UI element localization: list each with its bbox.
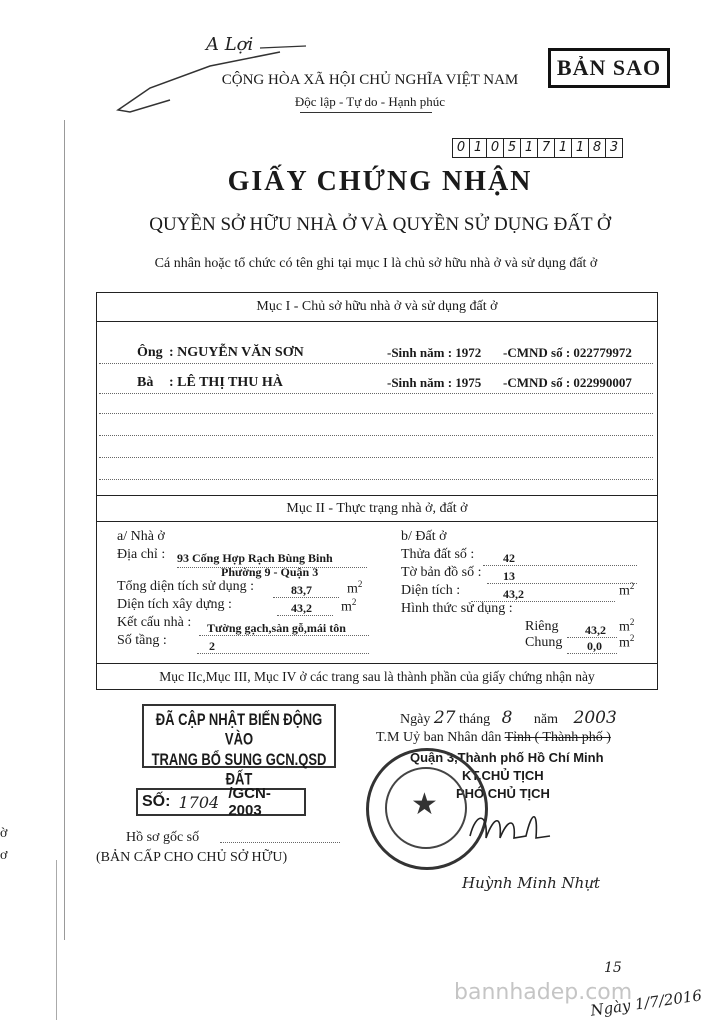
owner2-name: : LÊ THỊ THU HÀ <box>169 375 283 390</box>
certificate-table <box>96 292 658 690</box>
dotted-line <box>483 565 637 566</box>
authority-line <box>376 730 611 746</box>
handwritten-date: Ngày 1/7/2016 <box>589 986 703 1020</box>
unit: m <box>619 635 630 651</box>
dotted-line <box>197 653 369 654</box>
unit-sup: 2 <box>629 633 635 643</box>
serial-digit: 1 <box>572 139 589 157</box>
serial-digit: 1 <box>470 139 487 157</box>
floors-value: 2 <box>209 639 215 653</box>
serial-digit: 1 <box>555 139 572 157</box>
serial-digit: 0 <box>453 139 470 157</box>
total-area-label: Tổng diện tích sử dụng : <box>117 579 255 594</box>
structure-label: Kết cấu nhà : <box>117 615 192 630</box>
serial-number <box>452 138 623 158</box>
address-label: Địa chỉ : <box>117 547 166 562</box>
owner1-title: Ông <box>137 345 163 360</box>
number-suffix: /GCN-2003 <box>228 785 271 819</box>
left-margin-line-lower <box>56 860 57 1020</box>
dotted-line <box>199 635 369 636</box>
structure-value: Tường gạch,sàn gỗ,mái tôn <box>207 621 346 635</box>
total-area-value: 83,7 <box>291 583 312 597</box>
serial-digit: 5 <box>504 139 521 157</box>
date-line <box>400 708 617 728</box>
serial-digit: 3 <box>609 140 619 155</box>
date-year: 2003 <box>573 708 617 728</box>
use-label: Hình thức sử dụng : <box>401 601 513 616</box>
plot-label: Thửa đất số : <box>401 547 475 562</box>
land-area-unit <box>619 581 634 600</box>
private-label: Riêng <box>525 619 559 634</box>
handwritten-note: A Lợi <box>206 34 254 55</box>
watermark: bannhadep.com <box>454 980 633 1005</box>
document-title: GIẤY CHỨNG NHẬN <box>227 166 533 197</box>
divider <box>97 521 657 522</box>
date-month: 8 <box>501 708 513 728</box>
address-line2: Phường 9 - Quận 3 <box>221 565 319 579</box>
authority-struck: Tỉnh ( Thành phố ) <box>504 730 611 745</box>
dotted-line <box>567 637 617 638</box>
number-handwritten: 1704 <box>178 792 220 812</box>
shared-value: 0,0 <box>587 639 602 653</box>
build-area-unit <box>341 597 356 616</box>
dotted-line <box>99 393 653 394</box>
private-value: 43,2 <box>585 623 606 637</box>
unit: m <box>341 599 352 615</box>
handwritten-number: 15 <box>604 960 622 976</box>
intro-text: Cá nhân hoặc tổ chức có tên ghi tại mục I là chủ sở hữu nhà ở và sử dụng đất ở <box>154 256 598 271</box>
left-margin-line <box>64 120 65 940</box>
divider <box>97 663 657 664</box>
map-label: Tờ bản đồ số : <box>401 565 482 580</box>
address-line1: 93 Cống Hợp Rạch Bùng Binh <box>177 551 333 565</box>
copy-stamp: BẢN SAO <box>548 48 670 88</box>
motto-underline <box>300 112 432 113</box>
origin-note: (BẢN CẤP CHO CHỦ SỞ HỮU) <box>96 850 288 865</box>
dotted-line <box>273 597 339 598</box>
divider <box>97 495 657 496</box>
update-stamp <box>142 704 336 789</box>
total-area-unit <box>347 579 362 598</box>
signature-scribble <box>466 806 556 846</box>
serial-digit: 8 <box>589 139 606 157</box>
map-value: 13 <box>503 569 515 583</box>
divider <box>97 321 657 322</box>
document-subtitle: QUYỀN SỞ HỮU NHÀ Ở VÀ QUYỀN SỬ DỤNG ĐẤT Ở <box>149 214 611 235</box>
house-label: a/ Nhà ở <box>117 529 165 544</box>
country-name: CỘNG HÒA XÃ HỘI CHỦ NGHĨA VIỆT NAM <box>221 72 519 88</box>
number-stamp <box>136 785 306 819</box>
origin-label: Hồ sơ gốc số <box>126 830 200 845</box>
floors-label: Số tầng : <box>117 633 167 648</box>
left-margin-char-1: ờ <box>0 826 8 841</box>
update-stamp-line1: ĐÃ CẬP NHẬT BIẾN ĐỘNG VÀO <box>155 709 323 749</box>
unit-sup: 2 <box>351 597 357 607</box>
unit-sup: 2 <box>629 581 635 591</box>
year-label: năm <box>533 712 559 727</box>
plot-value: 42 <box>503 551 515 565</box>
dotted-line <box>99 363 653 364</box>
role-2: PHÓ CHỦ TỊCH <box>456 786 550 801</box>
dotted-line <box>99 435 653 436</box>
dotted-line <box>99 457 653 458</box>
district-name: Quận 3,Thành phố Hồ Chí Minh <box>410 750 604 765</box>
unit: m <box>347 581 358 597</box>
shared-unit <box>619 633 634 652</box>
role-1: KT.CHỦ TỊCH <box>462 768 544 783</box>
unit: m <box>619 583 630 599</box>
unit: m <box>619 619 630 635</box>
serial-digit: 7 <box>538 139 555 157</box>
dotted-line <box>487 583 637 584</box>
serial-digit: 1 <box>521 139 538 157</box>
left-margin-char-2: ơ <box>0 848 8 863</box>
section1-heading: Mục I - Chủ sở hữu nhà ở và sử dụng đất ở <box>256 299 498 314</box>
unit-sup: 2 <box>629 617 635 627</box>
owner2-id: -CMND số : 022990007 <box>503 375 632 390</box>
number-prefix: SỐ: <box>142 793 171 810</box>
dotted-line <box>220 842 340 843</box>
signer-name: Huỳnh Minh Nhựt <box>462 874 601 892</box>
section-footer-note: Mục IIc,Mục III, Mục IV ở các trang sau là thành phần của giấy chứng nhận này <box>159 669 595 684</box>
dotted-line <box>99 479 653 480</box>
shared-label: Chung <box>525 635 563 650</box>
date-prefix: Ngày <box>400 712 431 727</box>
star-icon: ★ <box>411 788 438 821</box>
date-day: 27 <box>433 708 456 728</box>
authority-prefix: T.M Uỷ ban Nhân dân <box>376 730 502 745</box>
month-label: tháng <box>458 712 491 727</box>
owner2-title: Bà <box>137 375 154 390</box>
owner1-id: -CMND số : 022779972 <box>503 345 632 360</box>
unit-sup: 2 <box>357 579 363 589</box>
land-area-label: Diện tích : <box>401 583 461 598</box>
update-stamp-line2: TRANG BỔ SUNG GCN.QSD ĐẤT <box>151 749 327 789</box>
owner1-birth: -Sinh năm : 1972 <box>387 345 482 360</box>
owner1-name: : NGUYỄN VĂN SƠN <box>169 345 304 360</box>
owner2-birth: -Sinh năm : 1975 <box>387 375 482 390</box>
land-label: b/ Đất ở <box>401 529 447 544</box>
build-area-value: 43,2 <box>291 601 312 615</box>
motto: Độc lập - Tự do - Hạnh phúc <box>294 94 446 109</box>
dotted-line <box>277 615 333 616</box>
dotted-line <box>99 413 653 414</box>
build-area-label: Diện tích xây dựng : <box>117 597 232 612</box>
section2-heading: Mục II - Thực trạng nhà ở, đất ở <box>286 501 468 516</box>
serial-digit: 0 <box>487 139 504 157</box>
land-area-value: 43,2 <box>503 587 524 601</box>
dotted-line <box>567 653 617 654</box>
seal-inner-ring <box>385 767 467 849</box>
